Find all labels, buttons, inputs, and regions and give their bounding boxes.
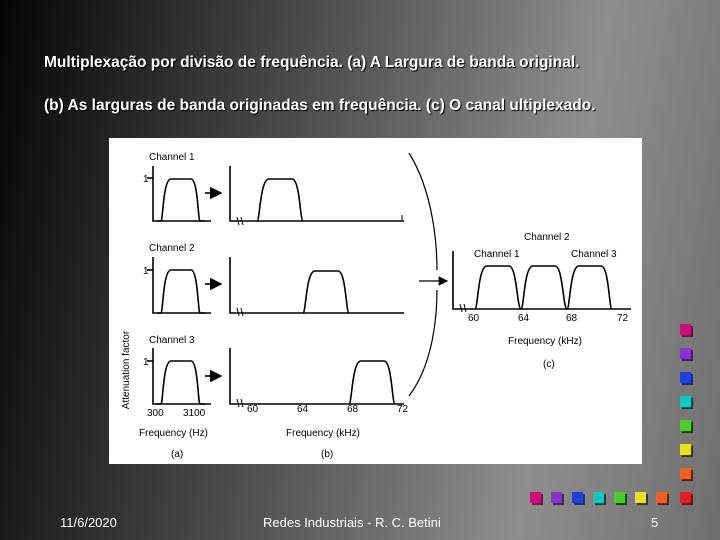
c-multiplexed-passbands <box>475 266 612 309</box>
b-caption: (b) <box>321 449 334 460</box>
row3-axis-break <box>237 399 243 407</box>
fdm-diagram <box>109 138 642 464</box>
row1-channel1-label: Channel 1 <box>149 152 195 163</box>
decor-square <box>680 396 691 407</box>
decor-square <box>680 444 691 455</box>
row2-y-tick: 1 <box>143 266 149 277</box>
decor-square <box>530 492 541 503</box>
y-axis-label: Attenuation factor <box>121 330 132 410</box>
combine-curve-top <box>409 153 437 270</box>
a-tick-3100: 3100 <box>183 408 206 419</box>
decor-square <box>635 492 646 503</box>
decor-square <box>614 492 625 503</box>
b-tick-72: 72 <box>397 404 409 415</box>
row3-y-tick: 1 <box>143 357 149 368</box>
footer-date: 11/6/2020 <box>60 515 117 530</box>
c-xlabel: Frequency (kHz) <box>508 336 582 347</box>
row2-channel2-label: Channel 2 <box>149 243 195 254</box>
decor-square <box>680 492 691 503</box>
a-tick-300: 300 <box>147 408 164 419</box>
row1-b-axes <box>230 166 404 221</box>
c-channel2-label: Channel 2 <box>524 232 570 243</box>
row3-b-axes <box>230 348 404 404</box>
fdm-figure <box>109 138 642 464</box>
decor-square <box>680 324 691 335</box>
b-tick-64: 64 <box>297 404 309 415</box>
row2-a-passband <box>157 270 205 313</box>
c-tick-60: 60 <box>468 313 480 324</box>
slide-number: 5 <box>651 515 659 530</box>
decor-square <box>680 348 691 359</box>
c-axis-break <box>460 304 466 312</box>
b-tick-68: 68 <box>347 404 359 415</box>
decor-square <box>680 420 691 431</box>
c-channel3-label: Channel 3 <box>571 249 617 260</box>
c-tick-72: 72 <box>617 313 629 324</box>
row2-b-axes <box>230 257 404 313</box>
row1-y-tick: 1 <box>143 174 149 185</box>
row1-a-passband <box>157 179 205 221</box>
decor-square <box>593 492 604 503</box>
decor-square <box>551 492 562 503</box>
footer-text: Redes Industriais - R. C. Betini <box>263 515 441 530</box>
row3-b-passband <box>349 361 395 404</box>
b-tick-60: 60 <box>247 404 259 415</box>
decor-square <box>656 492 667 503</box>
c-caption: (c) <box>543 359 555 370</box>
slide-title-line-2: (b) As larguras de banda originadas em frequência. (c) O canal ultiplexado. <box>44 97 596 114</box>
row2-b-passband <box>303 271 349 313</box>
a-xlabel: Frequency (Hz) <box>139 428 208 439</box>
b-xlabel: Frequency (kHz) <box>286 428 360 439</box>
c-tick-64: 64 <box>518 313 530 324</box>
row3-channel3-label: Channel 3 <box>149 335 195 346</box>
decor-square <box>680 468 691 479</box>
a-caption: (a) <box>171 449 184 460</box>
row3-a-passband <box>157 361 205 404</box>
combine-curve-bottom <box>409 290 437 396</box>
row1-b-passband <box>257 179 303 221</box>
c-channel1-label: Channel 1 <box>474 249 520 260</box>
decor-square <box>680 372 691 383</box>
row2-axis-break <box>237 308 243 316</box>
slide-title-line-1: Multiplexação por divisão de frequência. (a) A Largura de banda original. <box>44 54 580 71</box>
c-tick-68: 68 <box>566 313 578 324</box>
decor-square <box>572 492 583 503</box>
